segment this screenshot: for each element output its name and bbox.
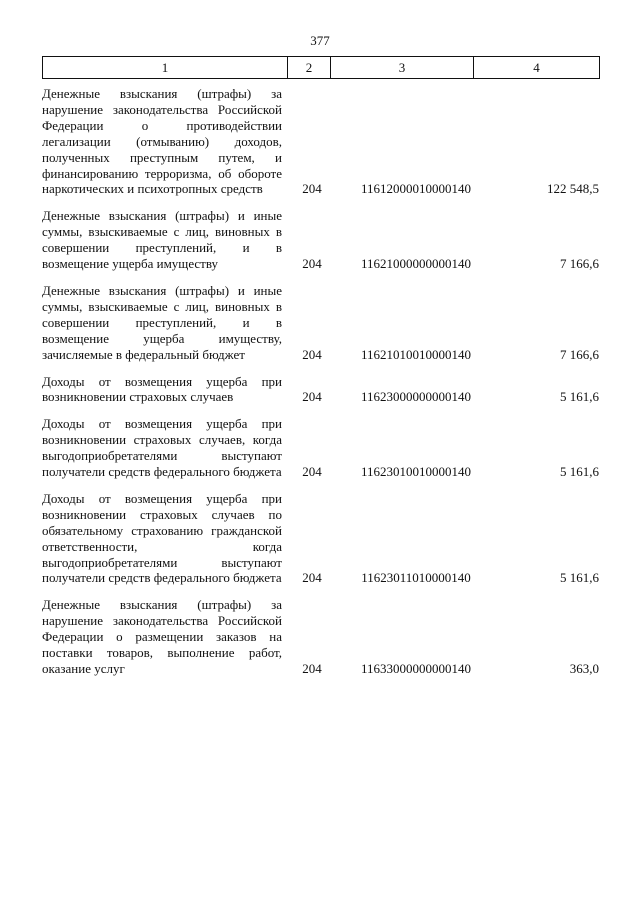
row-amount: 363,0 [569,661,599,676]
table-row [42,597,599,677]
table-row [42,208,599,272]
row-budget-code: 11623000000000140 [360,389,472,405]
table-row [42,283,599,363]
row-budget-code: 11623011010000140 [361,570,471,586]
row-description: Денежные взыскания (штрафы) и иные суммы, взыскиваемые с лиц, виновных в совершении преступлений, и в возмещение ущерба имуществу, зачисляемые в федеральный бюджет [42,282,282,362]
table-row [42,374,599,406]
row-admin-code: 204 [302,661,322,676]
row-description: Доходы от возмещения ущерба при возникновении страховых случаев [42,373,282,405]
table-row [42,86,599,197]
row-amount: 5 161,6 [560,389,599,405]
row-admin-code: 204 [302,256,322,272]
row-admin-code: 204 [302,464,322,480]
row-description: Доходы от возмещения ущерба при возникновении страховых случаев, когда выгодоприобретателями выступают получатели средств федерального бюджета [42,416,282,480]
row-admin-code: 204 [302,346,322,362]
row-admin-code: 204 [302,570,322,586]
table-row [42,491,599,586]
row-amount: 7 166,6 [560,346,599,362]
row-budget-code: 11633000000000140 [360,661,472,676]
row-budget-code: 11621000000000140 [360,256,472,272]
column-header-1: 1 [43,57,288,79]
row-amount: 122 548,5 [547,181,599,197]
table-row [42,416,599,480]
page-number: 377 [310,33,330,48]
row-budget-code: 11621010010000140 [360,346,472,362]
column-header-2: 2 [288,57,331,79]
row-budget-code: 11612000010000140 [360,181,472,197]
column-header-table [42,56,600,79]
column-header-3: 3 [331,57,474,79]
column-header-4: 4 [474,57,600,79]
revenue-rows [42,86,599,688]
row-description: Денежные взыскания (штрафы) за нарушение законодательства Российской Федерации о размещении заказов на поставки товаров, выполнение работ, оказание услуг [42,597,282,676]
row-description: Доходы от возмещения ущерба при возникновении страховых случаев по обязательному страхованию гражданской ответственности, когда выгодоприобретателями выступают получатели средств федерального бюджета [42,490,282,586]
row-amount: 7 166,6 [560,256,599,272]
row-description: Денежные взыскания (штрафы) за нарушение законодательства Российской Федерации о противодействии легализации (отмыванию) доходов, полученных преступным путем, и финансированию терроризма, об обороте наркотических и психотропных средств [42,86,282,197]
row-amount: 5 161,6 [560,570,599,586]
row-amount: 5 161,6 [560,464,599,480]
column-header-row [43,57,600,79]
row-budget-code: 11623010010000140 [360,464,472,480]
row-admin-code: 204 [302,181,322,197]
row-description: Денежные взыскания (штрафы) и иные суммы, взыскиваемые с лиц, виновных в совершении преступлений, и в возмещение ущерба имуществу [42,208,282,272]
row-admin-code: 204 [302,389,322,405]
